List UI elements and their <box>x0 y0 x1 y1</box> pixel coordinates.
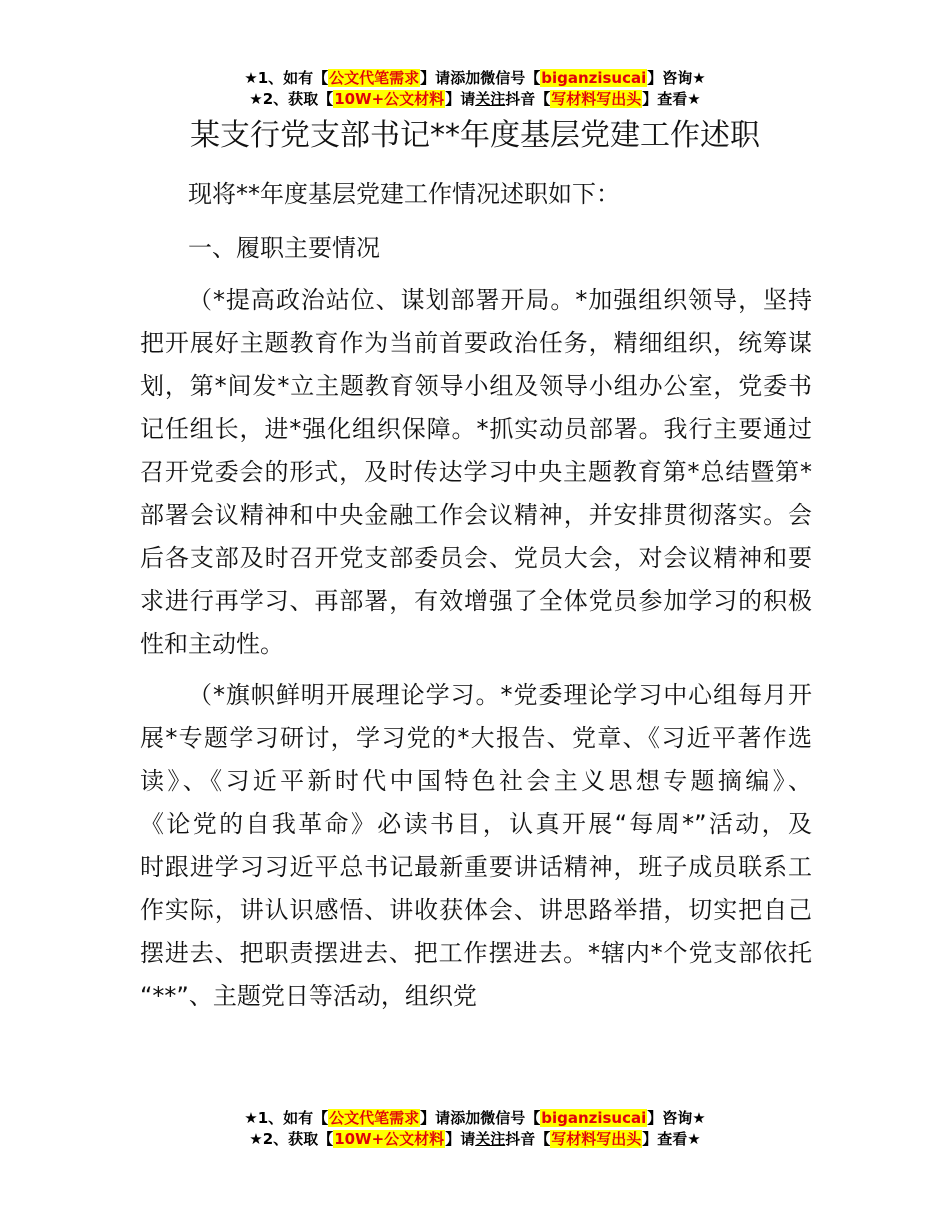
promo-text: 微信号【 <box>480 69 541 87</box>
paragraph-line: 时跟进学习习近平总书记最新重要讲话精神，班子成员联系工 <box>140 853 812 881</box>
promo-highlight: biganzisucai <box>541 1109 647 1127</box>
paragraph-line: 读》、《习近平新时代中国特色社会主义思想专题摘编》、 <box>140 767 812 795</box>
promo-line-2 <box>0 1129 950 1150</box>
promo-text: 抖音【 <box>505 90 551 108</box>
paragraph-line: 《论党的自我革命》必读书目，认真开展“每周*”活动，及 <box>140 810 812 838</box>
section-heading <box>140 227 812 270</box>
promo-text: 】请 <box>445 1130 476 1148</box>
promo-highlight: 公文代笔需求 <box>329 69 420 87</box>
promo-highlight: 写材料写出头 <box>551 90 642 108</box>
promo-line-1 <box>0 68 950 89</box>
promo-text: ★1、如有【 <box>244 69 329 87</box>
promo-highlight: 10W+公文材料 <box>334 90 445 108</box>
paragraph-line: 后各支部及时召开党支部委员会、党员大会，对会议精神和要 <box>140 544 812 572</box>
paragraph-2 <box>140 674 812 1018</box>
document-title: 某支行党支部书记**年度基层党建工作述职 <box>190 118 760 153</box>
promo-emphasis: 关注 <box>475 90 506 108</box>
promo-text: 】查看★ <box>642 1130 701 1148</box>
promo-text: 】咨询★ <box>647 69 706 87</box>
promo-line-2 <box>0 89 950 110</box>
promo-emphasis: 关注 <box>475 1130 506 1148</box>
promo-text: ★1、如有【 <box>244 1109 329 1127</box>
paragraph-line: 部署会议精神和中央金融工作会议精神，并安排贯彻落实。会 <box>140 501 812 529</box>
intro-paragraph <box>140 173 812 216</box>
promo-emphasis: 添加 <box>450 69 481 87</box>
paragraph-line: 求进行再学习、再部署，有效增强了全体党员参加学习的积极 <box>140 587 812 615</box>
paragraph-line: 展*专题学习研讨，学习党的*大报告、党章、《习近平著作选 <box>140 724 812 752</box>
paragraph-line: （*提高政治站位、谋划部署开局。*加强组织领导，坚持 <box>188 286 812 314</box>
header-promo-banner <box>0 68 950 110</box>
promo-text: 】请 <box>420 69 451 87</box>
paragraph-line: 划，第*间发*立主题教育领导小组及领导小组办公室，党委书 <box>140 372 812 400</box>
promo-text: 】咨询★ <box>647 1109 706 1127</box>
paragraph-line: 作实际，讲认识感悟、讲收获体会、讲思路举措，切实把自己 <box>140 896 812 924</box>
footer-promo-banner <box>0 1108 950 1150</box>
section-heading-text: 一、履职主要情况 <box>188 234 380 262</box>
promo-line-1 <box>0 1108 950 1129</box>
paragraph-line: （*旗帜鲜明开展理论学习。*党委理论学习中心组每月开 <box>188 681 812 709</box>
paragraph-line: 性和主动性。 <box>140 630 284 658</box>
promo-text: 】查看★ <box>642 90 701 108</box>
promo-text: 微信号【 <box>480 1109 541 1127</box>
paragraph-line: “**”、主题党日等活动，组织党 <box>140 982 477 1010</box>
promo-highlight: 公文代笔需求 <box>329 1109 420 1127</box>
paragraph-1 <box>140 279 812 666</box>
intro-text: 现将**年度基层党建工作情况述职如下： <box>188 180 620 208</box>
promo-text: ★2、获取【 <box>249 1130 334 1148</box>
promo-text: 】请 <box>420 1109 451 1127</box>
promo-text: ★2、获取【 <box>249 90 334 108</box>
promo-emphasis: 添加 <box>450 1109 481 1127</box>
promo-text: 抖音【 <box>505 1130 551 1148</box>
promo-highlight: 写材料写出头 <box>551 1130 642 1148</box>
promo-highlight: biganzisucai <box>541 69 647 87</box>
paragraph-line: 记任组长，进*强化组织保障。*抓实动员部署。我行主要通过 <box>140 415 812 443</box>
paragraph-line: 召开党委会的形式，及时传达学习中央主题教育第*总结暨第* <box>140 458 812 486</box>
promo-text: 】请 <box>445 90 476 108</box>
promo-highlight: 10W+公文材料 <box>334 1130 445 1148</box>
paragraph-line: 把开展好主题教育作为当前首要政治任务，精细组织，统筹谋 <box>140 329 812 357</box>
paragraph-line: 摆进去、把职责摆进去、把工作摆进去。*辖内*个党支部依托 <box>140 939 812 967</box>
